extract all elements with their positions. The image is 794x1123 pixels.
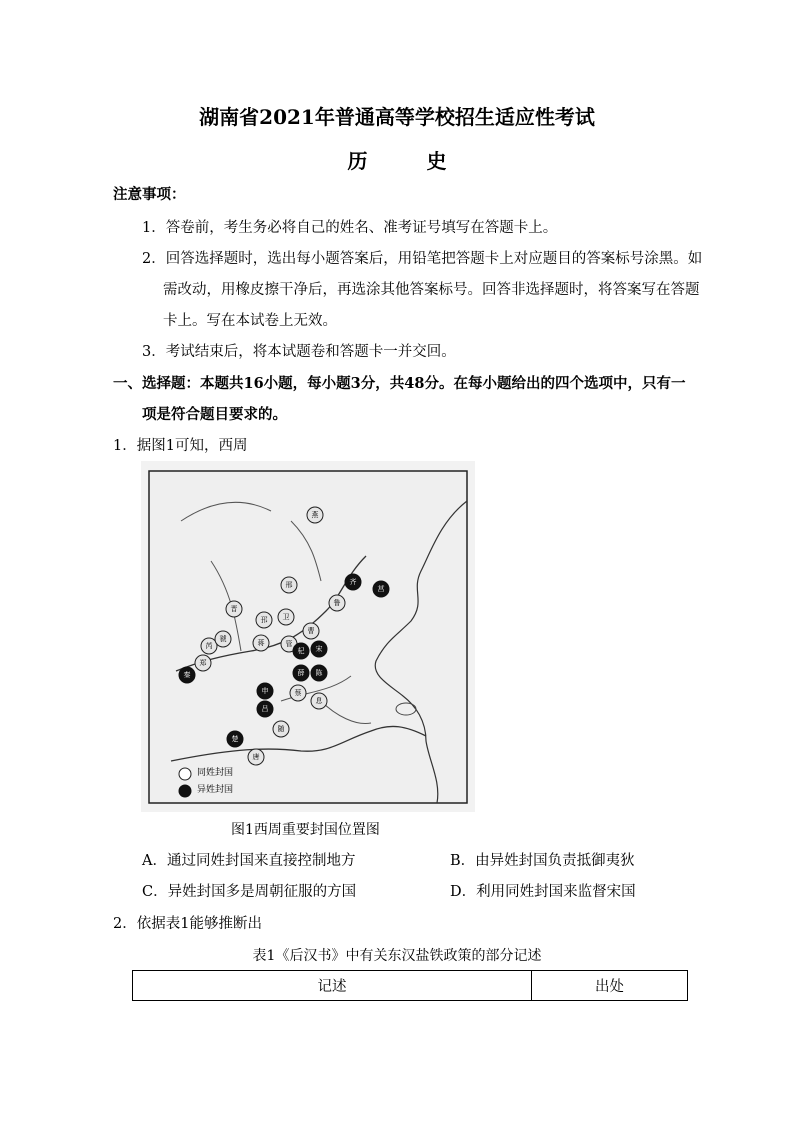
svg-text:管: 管 [285, 640, 293, 648]
legend-diff-label: 异姓封国 [197, 785, 234, 795]
svg-text:莒: 莒 [377, 585, 385, 593]
svg-text:薛: 薛 [297, 669, 305, 677]
svg-text:申: 申 [261, 687, 269, 695]
svg-text:卫: 卫 [282, 613, 290, 621]
state-chu [227, 731, 243, 747]
state-qi [345, 574, 361, 590]
svg-text:宋: 宋 [315, 645, 323, 653]
svg-text:秦: 秦 [183, 671, 191, 679]
section-heading-cont: 项是符合题目要求的。 [142, 406, 287, 423]
question-2-stem: 2．依据表1能够推断出 [113, 916, 262, 932]
option-d: D．利用同姓封国来监督宋国 [450, 884, 636, 900]
subject-title: 历 史 [347, 149, 473, 173]
svg-text:鲁: 鲁 [333, 599, 341, 607]
exam-title: 湖南省2021年普通高等学校招生适应性考试 [199, 105, 595, 129]
svg-text:燕: 燕 [311, 511, 319, 519]
notice-item-2-cont2: 卡上。写在本试卷上无效。 [163, 313, 337, 329]
state-tang [248, 749, 264, 765]
figure-caption: 图1西周重要封国位置图 [231, 822, 380, 838]
question-1-stem: 1．据图1可知，西周 [113, 438, 248, 454]
state-zheng [195, 655, 211, 671]
svg-text:陈: 陈 [315, 669, 323, 677]
state-chen [311, 665, 327, 681]
notice-item-2: 2．回答选择题时，选出每小题答案后，用铅笔把答题卡上对应题目的答案标号涂黑。如 [142, 251, 703, 267]
notice-heading: 注意事项： [113, 186, 186, 203]
svg-text:虢: 虢 [219, 635, 227, 643]
state-song [311, 641, 327, 657]
state-shen [257, 683, 273, 699]
western-zhou-map [141, 461, 475, 812]
table-header-source: 出处 [532, 971, 688, 1001]
state-lu [329, 595, 345, 611]
table-caption: 表1《后汉书》中有关东汉盐铁政策的部分记述 [252, 948, 542, 964]
state-lv [257, 701, 273, 717]
state-yu [256, 612, 272, 628]
svg-text:杞: 杞 [297, 647, 305, 655]
salt-iron-table [132, 970, 688, 1001]
svg-text:郑: 郑 [199, 659, 207, 667]
state-cai [290, 685, 306, 701]
state-xue [293, 665, 309, 681]
state-yan [307, 507, 323, 523]
svg-text:随: 随 [277, 725, 285, 733]
option-c: C．异姓封国多是周朝征服的方国 [142, 884, 357, 900]
table-header-row [133, 971, 688, 1001]
notice-item-3: 3．考试结束后，将本试题卷和答题卡一并交回。 [142, 344, 456, 360]
table-header-record: 记述 [133, 971, 532, 1001]
svg-text:邘: 邘 [260, 616, 268, 624]
state-jin [226, 601, 242, 617]
option-b: B．由异姓封国负责抵御夷狄 [450, 853, 635, 869]
state-guo [215, 631, 231, 647]
svg-text:蒋: 蒋 [257, 639, 265, 647]
state-wei [278, 609, 294, 625]
state-rui [201, 638, 217, 654]
notice-item-2-cont: 需改动，用橡皮擦干净后，再选涂其他答案标号。回答非选择题时，将答案写在答题 [163, 282, 700, 298]
svg-text:晋: 晋 [230, 605, 238, 613]
state-cao [303, 623, 319, 639]
legend-same-label: 同姓封国 [197, 768, 234, 778]
svg-text:蔡: 蔡 [294, 689, 302, 697]
svg-text:唐: 唐 [252, 753, 260, 761]
state-xing [281, 577, 297, 593]
notice-item-1: 1．答卷前，考生务必将自己的姓名、准考证号填写在答题卡上。 [142, 220, 558, 236]
state-sui [273, 721, 289, 737]
state-qin [179, 667, 195, 683]
section-heading: 一、选择题：本题共16小题，每小题3分，共48分。在每小题给出的四个选项中，只有一 [113, 375, 686, 392]
svg-text:息: 息 [315, 697, 323, 705]
state-jiang [253, 635, 269, 651]
state-qi2 [293, 643, 309, 659]
svg-text:芮: 芮 [205, 642, 213, 650]
svg-text:曹: 曹 [307, 627, 315, 635]
state-ju [373, 581, 389, 597]
svg-text:齐: 齐 [349, 578, 357, 586]
svg-text:吕: 吕 [261, 705, 269, 713]
svg-text:邢: 邢 [285, 581, 293, 589]
option-a: A．通过同姓封国来直接控制地方 [142, 853, 356, 869]
state-xi [311, 693, 327, 709]
svg-text:楚: 楚 [231, 735, 239, 743]
